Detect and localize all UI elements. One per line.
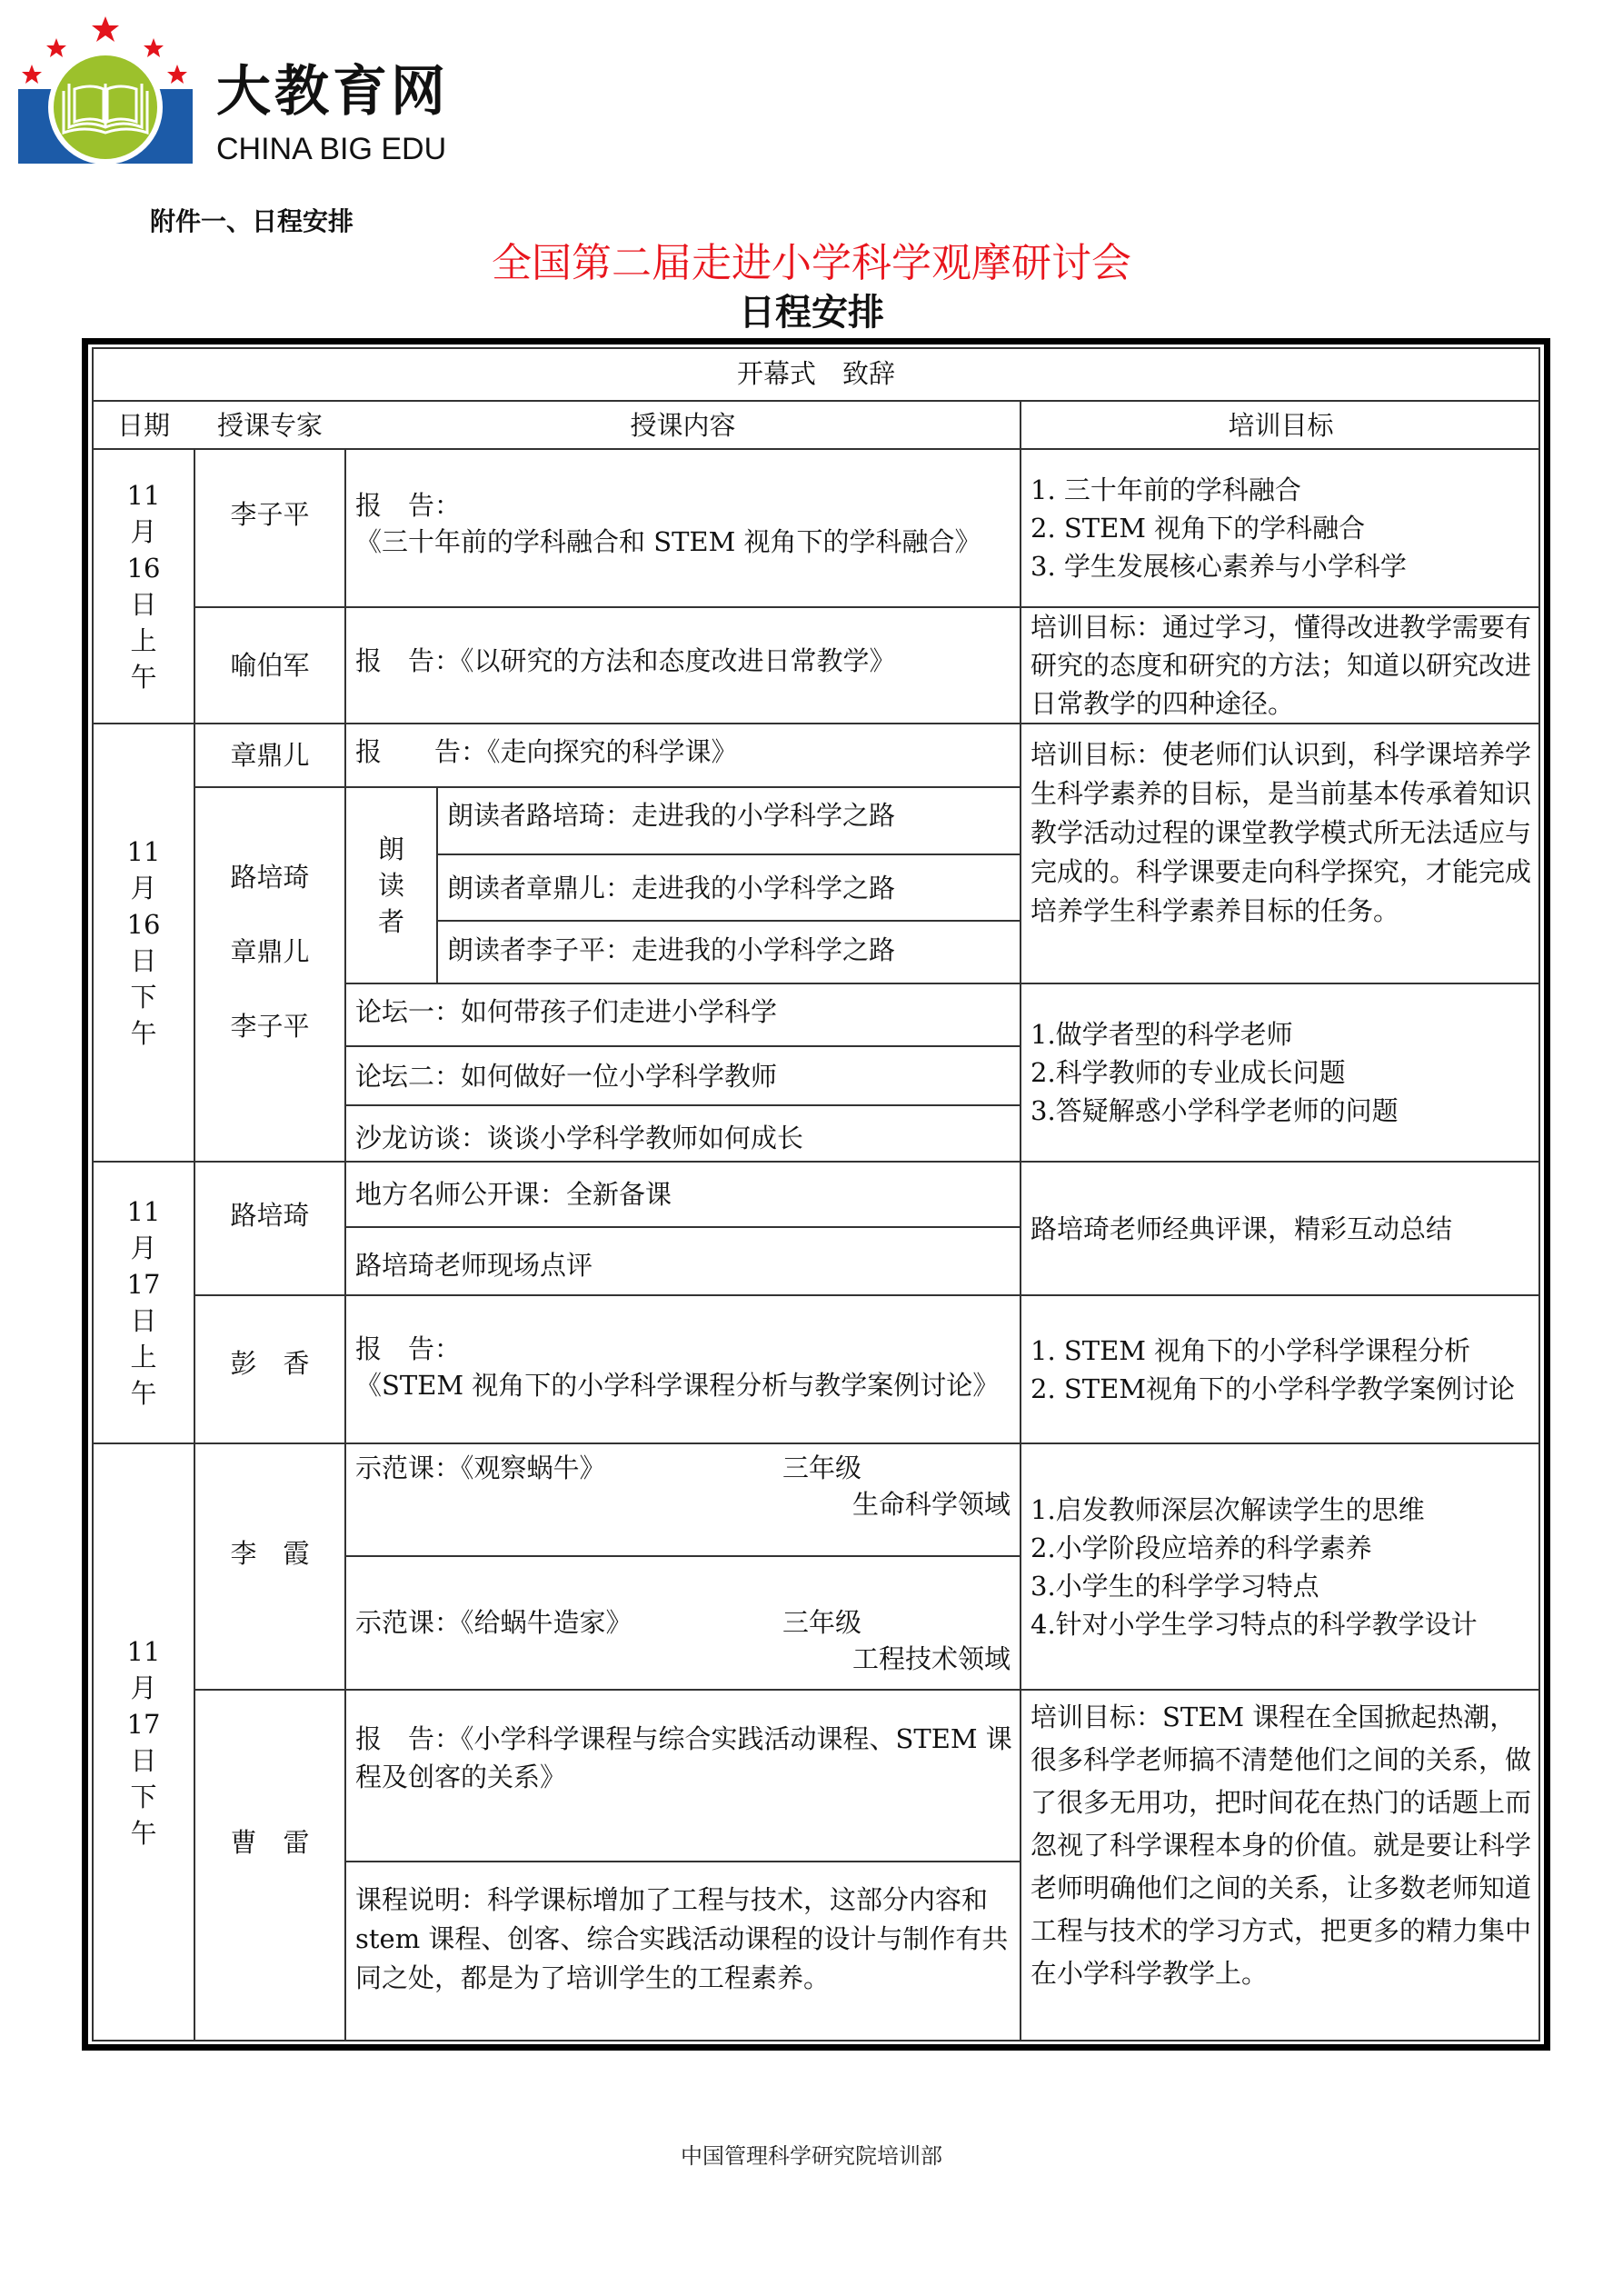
goals-8: 培训目标：STEM 课程在全国掀起热潮，很多科学老师搞不清楚他们之间的关系，做了很多无用功，把时间花在热门的话题上而忽视了科学课程本身的价值。就是要让科学老师明确他们之间的关系，让多数老师知道工程与技术的学习方式，把更多的精力集中在小学科学教学上。 bbox=[1031, 1702, 1532, 1989]
date-part: 11 bbox=[126, 480, 161, 511]
content-line: 报 告： bbox=[355, 1333, 462, 1364]
date-part: 月 bbox=[130, 1233, 157, 1263]
goals-6 bbox=[1021, 1296, 1540, 1442]
logo-emblem-icon bbox=[18, 16, 193, 165]
date-part: 17 bbox=[126, 1269, 161, 1300]
goal-item: 3.小学生的科学学习特点 bbox=[1031, 1570, 1319, 1602]
goal-item: 1. 三十年前的学科融合 bbox=[1031, 474, 1301, 505]
review: 路培琦老师现场点评 bbox=[355, 1249, 593, 1281]
readers-label bbox=[346, 788, 436, 983]
expert-group bbox=[195, 788, 344, 1161]
date-part: 午 bbox=[130, 1817, 157, 1849]
date-day2-pm bbox=[94, 1444, 194, 2040]
content-line: 《STEM 视角下的小学科学课程分析与教学案例讨论》 bbox=[355, 1369, 1000, 1401]
header-goals: 培训目标 bbox=[1228, 409, 1334, 441]
readers-label-char: 朗 bbox=[377, 834, 404, 864]
date-part: 下 bbox=[130, 1781, 157, 1812]
date-part: 月 bbox=[130, 873, 157, 903]
header-date: 日期 bbox=[116, 409, 170, 441]
demo-title: 示范课：《给蜗牛造家》 bbox=[355, 1607, 632, 1638]
logo-text-en: CHINA BIG EDU bbox=[216, 132, 447, 166]
page-title: 全国第二届走进小学科学观摩研讨会 bbox=[492, 240, 1131, 286]
reader-item: 朗读者章鼎儿：走进我的小学科学之路 bbox=[447, 872, 896, 903]
date-part: 上 bbox=[130, 1342, 157, 1373]
date-part: 午 bbox=[130, 662, 157, 693]
demo-field: 工程技术领域 bbox=[851, 1643, 1011, 1674]
salon: 沙龙访谈：谈谈小学科学教师如何成长 bbox=[355, 1123, 804, 1153]
expert-li-ziping: 李子平 bbox=[230, 499, 310, 530]
date-part: 日 bbox=[130, 1744, 157, 1776]
demo-class-2 bbox=[346, 1557, 1020, 1689]
demo-title: 示范课：《观察蜗牛》 bbox=[355, 1452, 606, 1483]
demo-grade: 三年级 bbox=[782, 1452, 862, 1483]
date-part: 午 bbox=[130, 1018, 157, 1049]
date-part: 上 bbox=[130, 625, 157, 656]
header-expert: 授课专家 bbox=[216, 409, 323, 441]
demo-grade: 三年级 bbox=[782, 1607, 862, 1638]
logo-text-cn: 大教育网 bbox=[216, 60, 449, 124]
goal-item: 3.答疑解惑小学科学老师的问题 bbox=[1031, 1095, 1399, 1126]
attachment-label: 附件一、日程安排 bbox=[150, 206, 354, 236]
date-part: 11 bbox=[126, 1635, 161, 1667]
goals-2: 培训目标：通过学习，懂得改进教学需要有研究的态度和研究的方法；知道以研究改进日常教学的四种途径。 bbox=[1031, 612, 1532, 719]
expert-name: 章鼎儿 bbox=[230, 936, 310, 967]
readers-label-char: 读 bbox=[377, 870, 404, 901]
goals-5: 路培琦老师经典评课，精彩互动总结 bbox=[1031, 1213, 1453, 1244]
expert-lu-peiqi: 路培琦 bbox=[230, 1199, 310, 1231]
goal-item: 2.科学教师的专业成长问题 bbox=[1031, 1057, 1346, 1088]
date-part: 日 bbox=[130, 589, 157, 620]
date-part: 11 bbox=[126, 836, 161, 867]
date-part: 日 bbox=[130, 1305, 157, 1336]
opening-ceremony: 开幕式 致辞 bbox=[736, 358, 895, 389]
open-class: 地方名师公开课：全新备课 bbox=[355, 1179, 672, 1210]
forum-2: 论坛二：如何做好一位小学科学教师 bbox=[355, 1060, 778, 1092]
date-part: 月 bbox=[130, 1672, 157, 1703]
date-part: 月 bbox=[130, 516, 157, 547]
date-part: 16 bbox=[126, 909, 161, 940]
goal-item: 2. STEM视角下的小学科学教学案例讨论 bbox=[1031, 1373, 1515, 1404]
date-part: 17 bbox=[126, 1708, 161, 1740]
expert-name: 李子平 bbox=[230, 1011, 310, 1042]
content-line: 《三十年前的学科融合和 STEM 视角下的学科融合》 bbox=[355, 526, 981, 557]
content-report-3: 报 告：《走向探究的科学课》 bbox=[355, 736, 738, 767]
expert-zhang-dinger: 章鼎儿 bbox=[230, 740, 310, 771]
date-part: 11 bbox=[126, 1196, 161, 1227]
date-part: 16 bbox=[126, 553, 161, 584]
goal-item: 1. STEM 视角下的小学科学课程分析 bbox=[1031, 1334, 1471, 1366]
expert-li-xia: 李 霞 bbox=[230, 1537, 310, 1569]
goal-item: 1.做学者型的科学老师 bbox=[1031, 1019, 1293, 1050]
content-report-1 bbox=[346, 450, 1020, 606]
expert-yu-bojun: 喻伯军 bbox=[230, 650, 310, 681]
date-day1-am bbox=[94, 450, 194, 723]
reader-item: 朗读者路培琦：走进我的小学科学之路 bbox=[447, 800, 896, 831]
footer-organization: 中国管理科学研究院培训部 bbox=[681, 2143, 942, 2169]
expert-cao-lei: 曹 雷 bbox=[230, 1827, 310, 1858]
readers-label-char: 者 bbox=[377, 906, 404, 937]
forum-1: 论坛一：如何带孩子们走进小学科学 bbox=[355, 996, 778, 1027]
date-day2-am bbox=[94, 1163, 194, 1442]
date-part: 下 bbox=[130, 982, 157, 1013]
header-content: 授课内容 bbox=[630, 409, 736, 441]
date-part: 日 bbox=[130, 945, 157, 976]
goals-7 bbox=[1021, 1444, 1540, 1689]
demo-class-1 bbox=[346, 1444, 1020, 1555]
goal-item: 2. STEM 视角下的学科融合 bbox=[1031, 513, 1366, 544]
date-day1-pm bbox=[94, 724, 194, 1161]
expert-peng-xiang: 彭 香 bbox=[230, 1347, 310, 1379]
goal-item: 3. 学生发展核心素养与小学科学 bbox=[1031, 551, 1407, 582]
goals-1 bbox=[1021, 450, 1540, 606]
reader-item: 朗读者李子平：走进我的小学科学之路 bbox=[447, 933, 896, 965]
date-part: 午 bbox=[130, 1378, 157, 1409]
course-note: 课程说明：科学课标增加了工程与技术，这部分内容和 stem 课程、创客、综合实践活动课程的设计与制作有共同之处，都是为了培训学生的工程素养。 bbox=[355, 1884, 1009, 1993]
content-report-cao: 报 告：《小学科学课程与综合实践活动课程、STEM 课程及创客的关系》 bbox=[355, 1722, 1012, 1792]
goal-item: 4.针对小学生学习特点的科学教学设计 bbox=[1031, 1608, 1478, 1640]
goals-3: 培训目标：使老师们认识到，科学课培养学生科学素养的目标，是当前基本传承着知识教学活动过程的课堂教学模式所无法适应与完成的。科学课要走向科学探究，才能完成培养学生科学素养目标的任务。 bbox=[1031, 739, 1532, 926]
page-subtitle: 日程安排 bbox=[739, 292, 884, 334]
goal-item: 2.小学阶段应培养的科学素养 bbox=[1031, 1532, 1372, 1563]
content-line: 报 告： bbox=[355, 490, 462, 521]
goals-4 bbox=[1021, 984, 1540, 1161]
expert-name: 路培琦 bbox=[230, 862, 310, 893]
content-report-2: 报 告：《以研究的方法和态度改进日常教学》 bbox=[355, 645, 896, 676]
demo-field: 生命科学领域 bbox=[851, 1489, 1011, 1520]
content-report-peng bbox=[346, 1296, 1020, 1442]
goal-item: 1.启发教师深层次解读学生的思维 bbox=[1031, 1493, 1425, 1525]
